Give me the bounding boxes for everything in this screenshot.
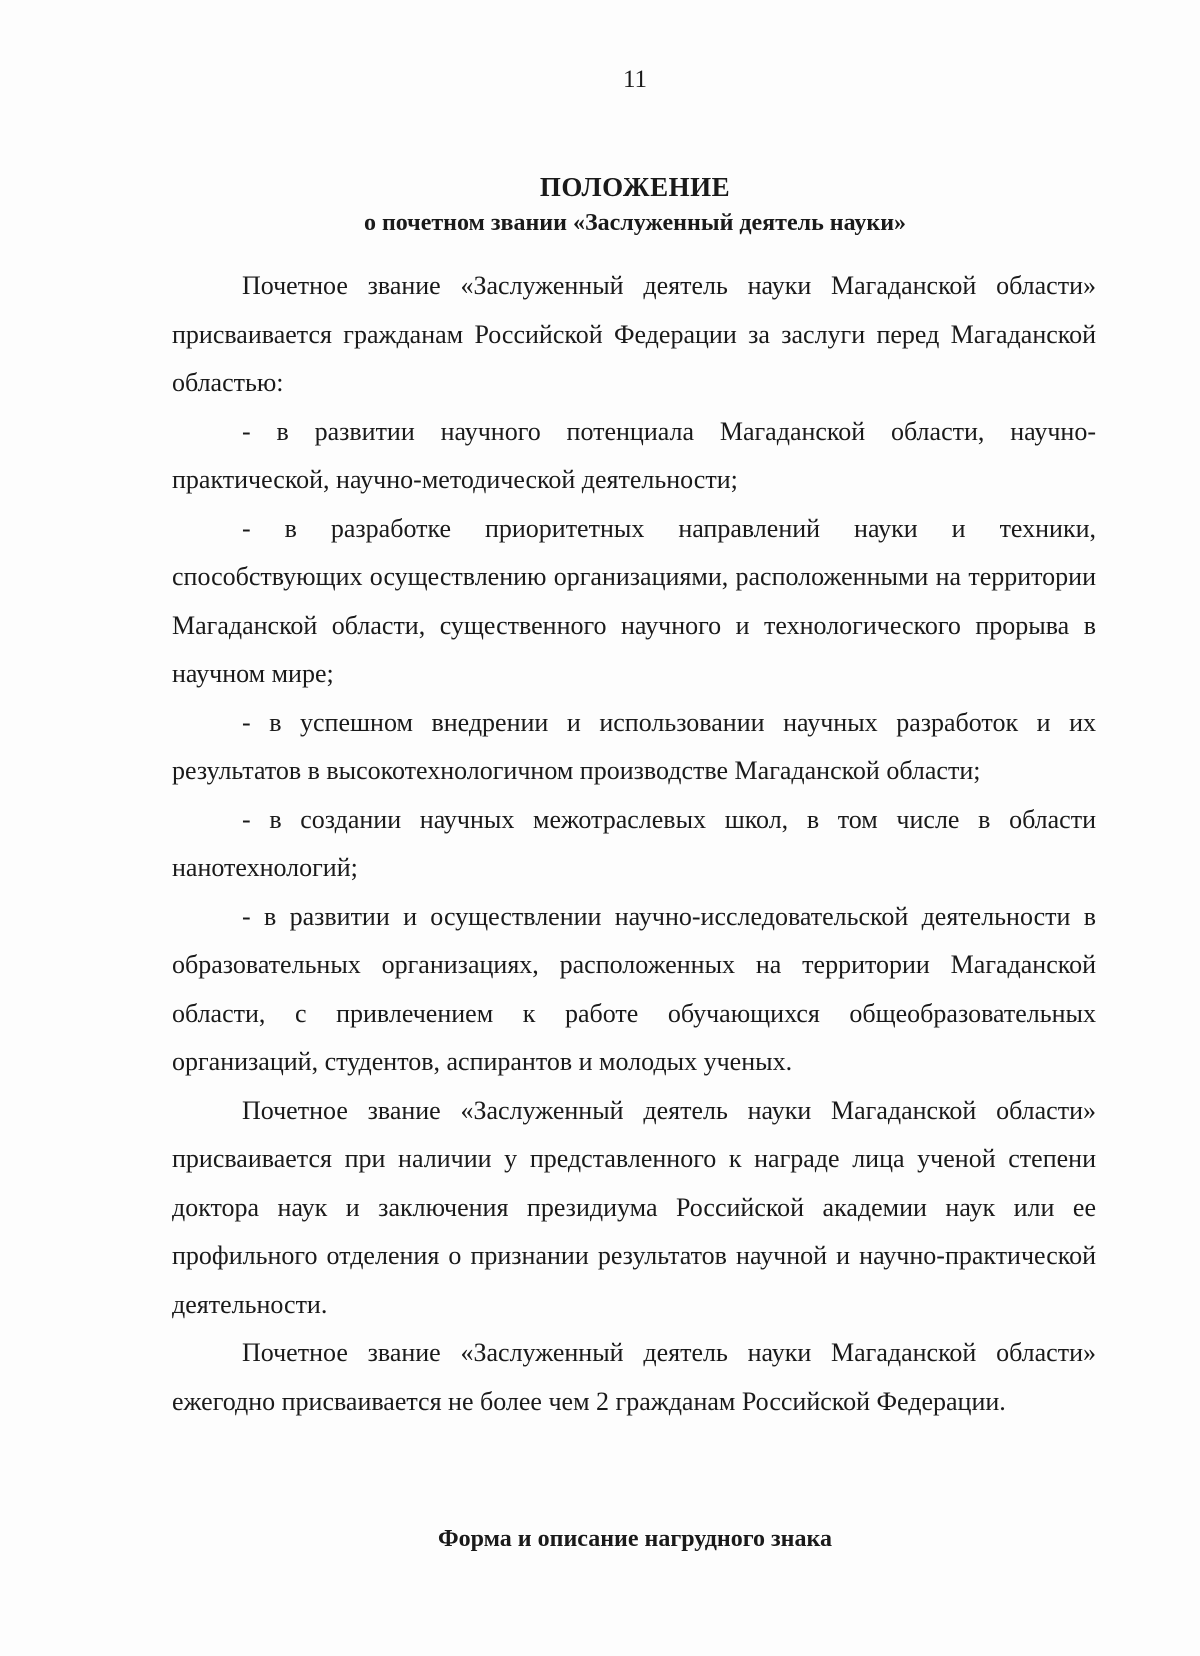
document-subtitle: о почетном звании «Заслуженный деятель науки» [363,210,907,236]
paragraph-item-scientific-potential: - в развитии научного потенциала Магаданской области, научно-практической, научно-методической деятельности; [172,416,1096,494]
paragraph-item-implementation: - в успешном внедрении и использовании научных разработок и их результатов в высокотехнологичном производстве Магаданской области; [172,707,1096,785]
paragraph-item-schools: - в создании научных межотраслевых школ, в том числе в области нанотехнологий; [172,804,1096,882]
document-body [172,262,1096,1426]
paragraph-item-priority-directions: - в разработке приоритетных направлений науки и техники, способствующих осуществлению организациями, расположенными на территории Магаданской области, существенного научного и технологического прорыва в научном мире; [172,513,1096,688]
paragraph-conditions: Почетное звание «Заслуженный деятель науки Магаданской области» присваивается при наличии у представленного к награде лица ученой степени доктора наук и заключения президиума Российской академии наук или ее профильного отделения о признании результатов научной и научно-практической деятельности. [172,1095,1096,1319]
paragraph-annual-limit: Почетное звание «Заслуженный деятель науки Магаданской области» ежегодно присваивается не более чем 2 гражданам Российской Федерации. [172,1338,1096,1416]
paragraph-intro: Почетное звание «Заслуженный деятель науки Магаданской области» присваивается гражданам Российской Федерации за заслуги перед Магаданской областью: [172,271,1096,397]
document-title: ПОЛОЖЕНИЕ [539,172,731,202]
paragraph-item-research-activity: - в развитии и осуществлении научно-исследовательской деятельности в образовательных организациях, расположенных на территории Магаданской области, с привлечением к работе обучающихся общеобразовательных организаций, студентов, аспирантов и молодых ученых. [172,901,1096,1076]
page-number: 11 [622,66,648,93]
section-heading: Форма и описание нагрудного знака [438,1526,832,1552]
